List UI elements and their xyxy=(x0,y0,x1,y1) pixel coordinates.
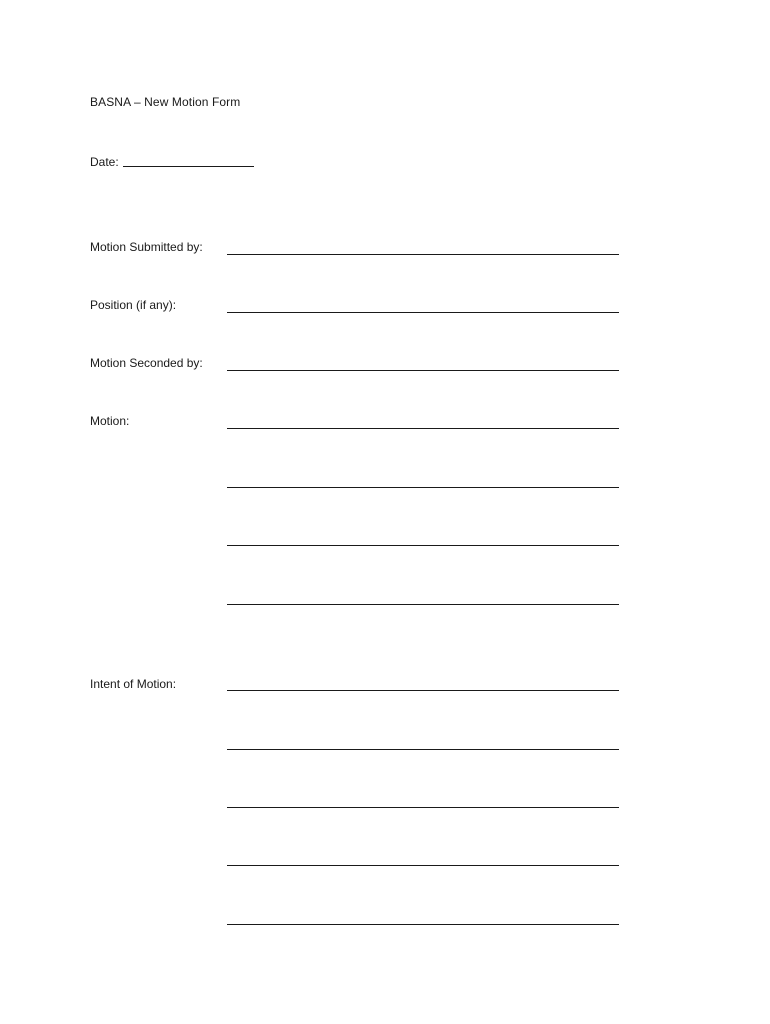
intent-label: Intent of Motion: xyxy=(90,677,177,691)
seconded-by-label: Motion Seconded by: xyxy=(90,356,203,370)
date-label: Date: xyxy=(90,155,119,169)
submitted-by-label: Motion Submitted by: xyxy=(90,240,203,254)
motion-blank-line-3[interactable] xyxy=(227,545,619,546)
date-blank-line[interactable] xyxy=(123,154,254,167)
motion-blank-line-4[interactable] xyxy=(227,604,619,605)
motion-label: Motion: xyxy=(90,414,130,428)
position-label: Position (if any): xyxy=(90,298,177,312)
date-row xyxy=(90,153,254,169)
motion-blank-line-2[interactable] xyxy=(227,487,619,488)
motion-blank-line-1[interactable] xyxy=(227,428,619,429)
position-blank-line[interactable] xyxy=(227,312,619,313)
intent-blank-line-5[interactable] xyxy=(227,924,619,925)
intent-blank-line-1[interactable] xyxy=(227,690,619,691)
intent-blank-line-2[interactable] xyxy=(227,749,619,750)
form-title: BASNA – New Motion Form xyxy=(90,95,241,109)
intent-blank-line-3[interactable] xyxy=(227,807,619,808)
submitted-by-blank-line[interactable] xyxy=(227,254,619,255)
seconded-by-blank-line[interactable] xyxy=(227,370,619,371)
intent-blank-line-4[interactable] xyxy=(227,865,619,866)
